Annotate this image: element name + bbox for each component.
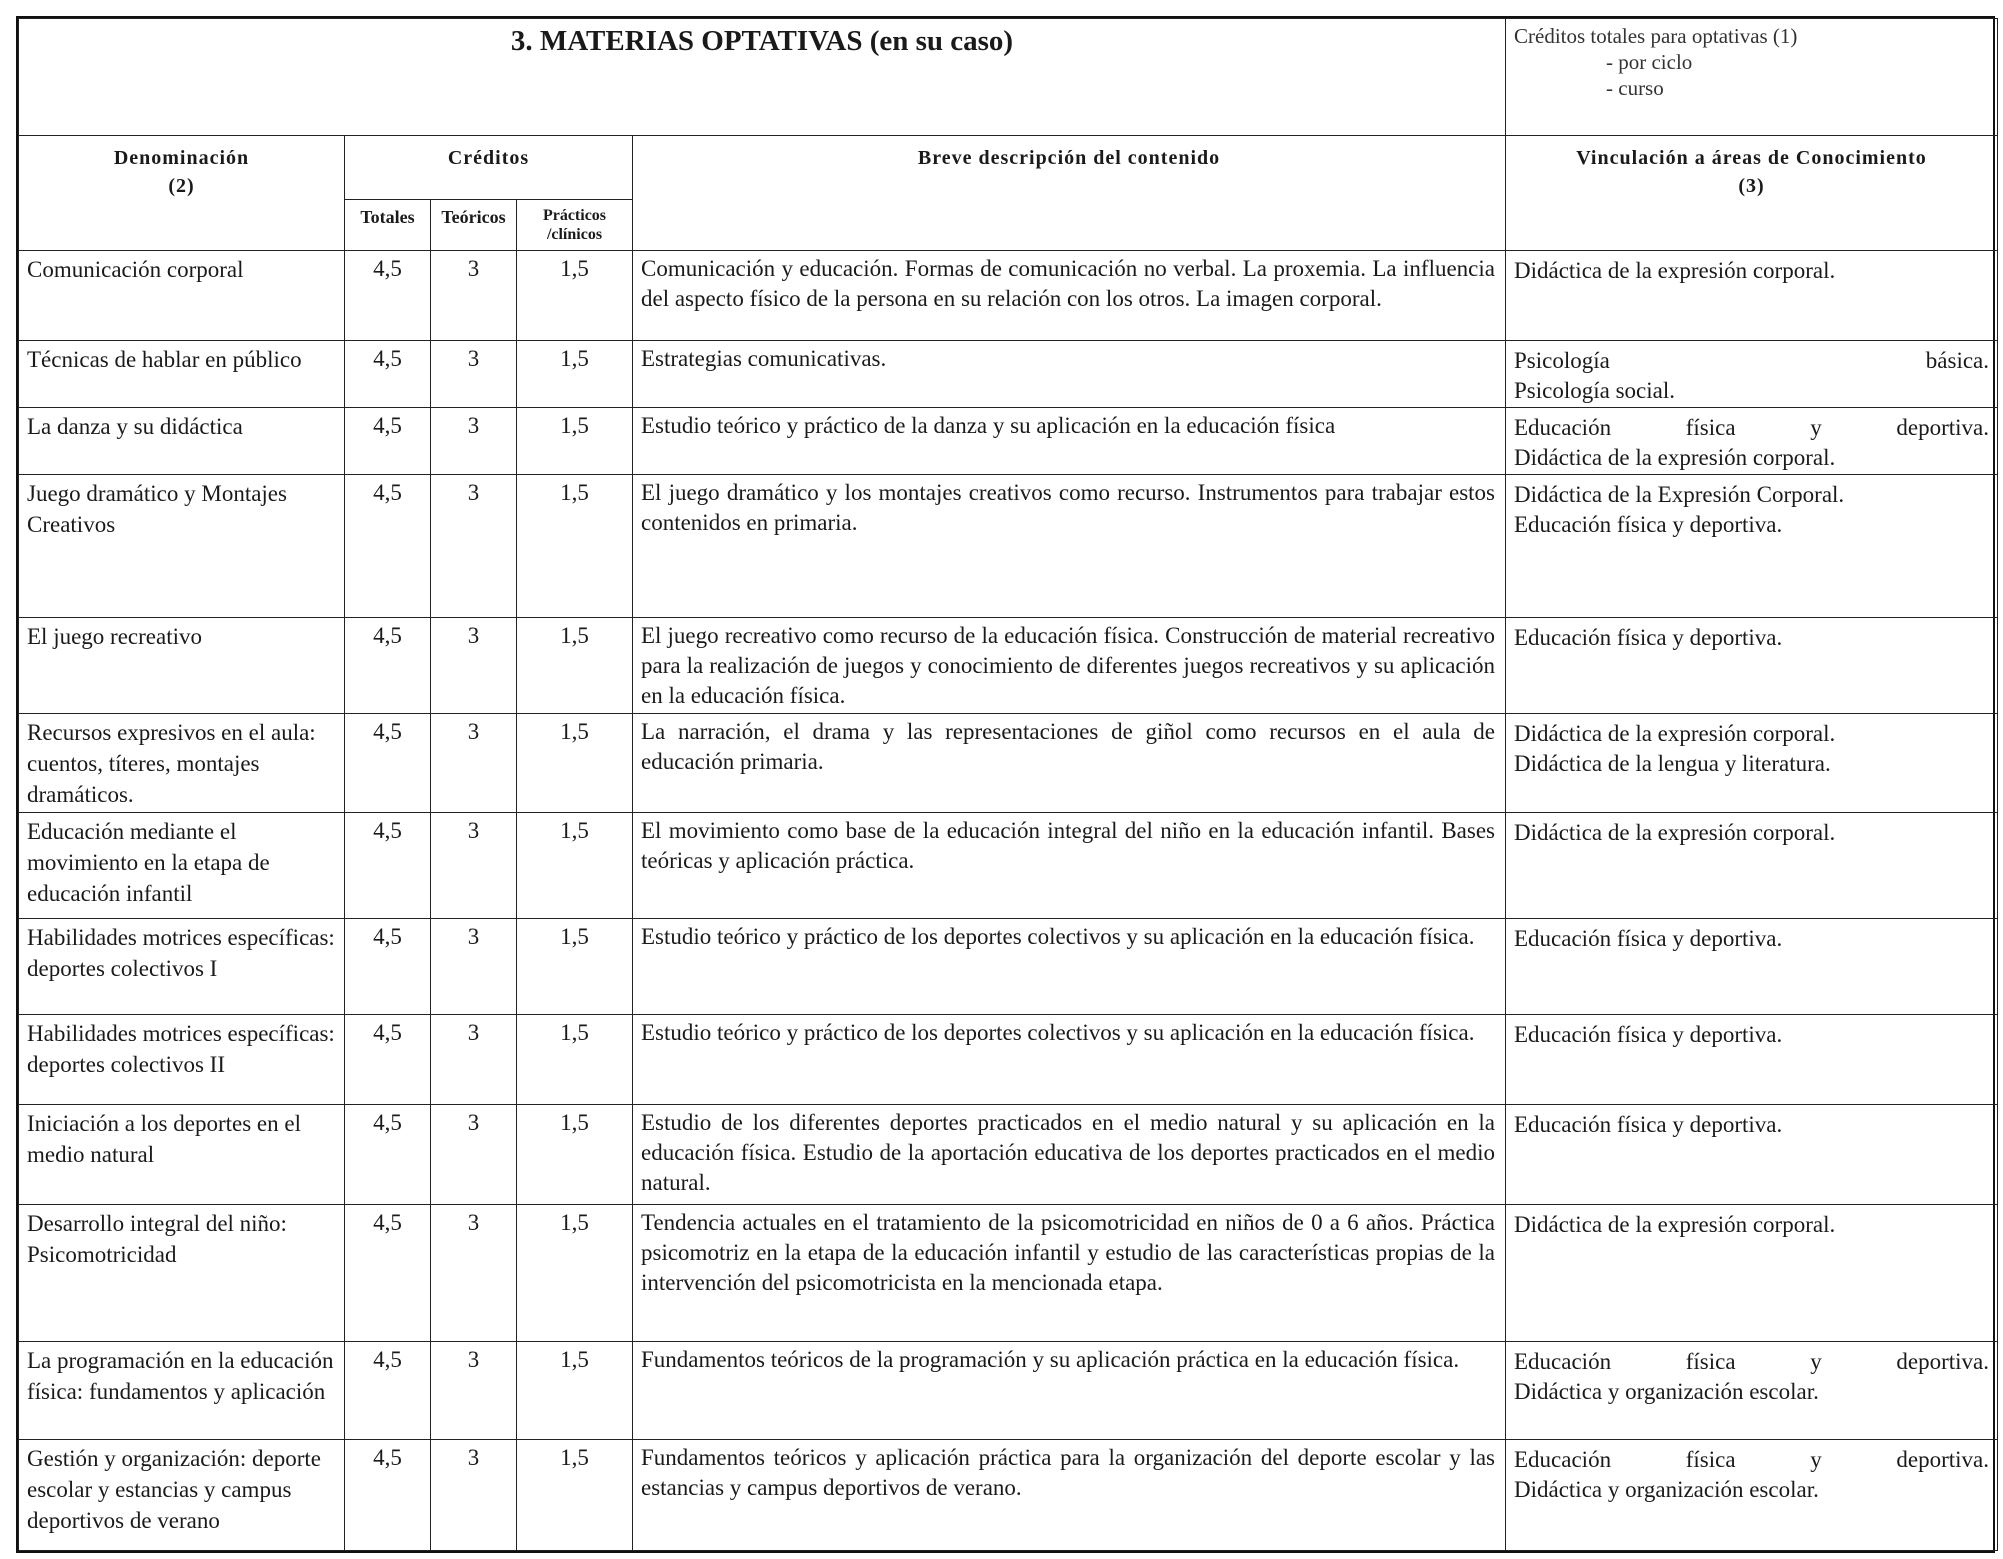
knowledge-area: Didáctica de la expresión corporal. [1514,258,1836,283]
knowledge-area: Didáctica de la lengua y literatura. [1514,751,1831,777]
credits-practice: 1,5 [517,251,633,341]
header-creditos: Créditos [345,136,633,200]
per-course-line: - curso [1606,76,1664,100]
credits-practice: 1,5 [517,919,633,1015]
table-row [19,408,1998,475]
knowledge-areas [1506,251,1998,341]
knowledge-area: Didáctica de la expresión corporal. [1514,445,1836,471]
content-description: Fundamentos teóricos de la programación y su aplicación práctica en la educación física. [633,1341,1506,1439]
credits-theory: 3 [431,1341,517,1439]
table-row [19,251,1998,341]
knowledge-areas [1506,1341,1998,1439]
credits-theory: 3 [431,1204,517,1341]
knowledge-area: Didáctica de la Expresión Corporal. [1514,482,1845,508]
credits-total: 4,5 [345,813,431,919]
credits-practice: 1,5 [517,340,633,407]
subject-name: El juego recreativo [19,618,345,714]
table-row [19,475,1998,618]
table-row [19,618,1998,714]
subject-name: La programación en la educación física: fundamentos y aplicación [19,1341,345,1439]
credits-total: 4,5 [345,919,431,1015]
header-vinculacion: Vinculación a áreas de Conocimiento (3) [1506,136,1998,251]
credits-theory: 3 [431,1015,517,1105]
credits-total: 4,5 [345,1015,431,1105]
credits-theory: 3 [431,1439,517,1550]
credits-total: 4,5 [345,475,431,618]
content-description: La narración, el drama y las representaciones de giñol como recursos en el aula de educación primaria. [633,714,1506,813]
knowledge-area: Educación física y deportiva. [1514,415,1989,441]
credits-theory: 3 [431,251,517,341]
credits-theory: 3 [431,1104,517,1204]
content-description: Estudio teórico y práctico de la danza y su aplicación en la educación física [633,408,1506,475]
subject-name: Habilidades motrices específicas: deportes colectivos II [19,1015,345,1105]
optional-credits-line: Créditos totales para optativas (1) [1514,24,1798,48]
knowledge-areas [1506,408,1998,475]
table-row [19,919,1998,1015]
credits-total: 4,5 [345,408,431,475]
knowledge-area: Didáctica de la expresión corporal. [1514,820,1836,846]
header-teoricos: Teóricos [431,200,517,251]
table-body [19,251,1998,1551]
optional-subjects-table [18,18,1998,1551]
knowledge-area: Didáctica de la expresión corporal. [1514,1211,1836,1237]
content-description: Estudio de los diferentes deportes practicados en el medio natural y su aplicación en la educación física. Estudio de la aportación educativa de los deportes practicados en el medio natural. [633,1104,1506,1204]
credits-practice: 1,5 [517,1104,633,1204]
subject-name: Gestión y organización: deporte escolar y estancias y campus deportivos de verano [19,1439,345,1550]
content-description: El movimiento como base de la educación integral del niño en la educación infantil. Bases teóricas y aplicación práctica. [633,813,1506,919]
table-row [19,1341,1998,1439]
credits-practice: 1,5 [517,714,633,813]
header-descripcion: Breve descripción del contenido [633,136,1506,251]
content-description: El juego dramático y los montajes creativos como recurso. Instrumentos para trabajar estos contenidos en primaria. [633,475,1506,618]
knowledge-areas [1506,1015,1998,1105]
credits-theory: 3 [431,813,517,919]
credits-practice: 1,5 [517,475,633,618]
content-description: Estudio teórico y práctico de los deportes colectivos y su aplicación en la educación física. [633,1015,1506,1105]
document-page [16,16,1995,1553]
credits-total: 4,5 [345,618,431,714]
credits-total: 4,5 [345,1204,431,1341]
credits-total: 4,5 [345,1104,431,1204]
credits-total: 4,5 [345,1439,431,1550]
knowledge-area: Psicología básica. [1514,347,1989,373]
knowledge-area: Didáctica de la expresión corporal. [1514,721,1836,747]
knowledge-area: Educación física y deportiva. [1514,1446,1989,1472]
subject-name: Iniciación a los deportes en el medio natural [19,1104,345,1204]
subject-name: Habilidades motrices específicas: deportes colectivos I [19,919,345,1015]
credits-theory: 3 [431,714,517,813]
credits-total: 4,5 [345,251,431,341]
optional-credits-box [1506,19,1998,136]
knowledge-areas [1506,340,1998,407]
credits-practice: 1,5 [517,618,633,714]
section-title: 3. MATERIAS OPTATIVAS (en su caso) [19,19,1506,136]
table-row [19,1204,1998,1341]
header-practicos: Prácticos /clínicos [517,200,633,251]
subject-name: Técnicas de hablar en público [19,340,345,407]
table-row [19,1015,1998,1105]
knowledge-area: Educación física y deportiva. [1514,625,1783,651]
header-denominacion [19,136,345,251]
knowledge-area: Educación física y deportiva. [1514,512,1783,538]
table-row [19,340,1998,407]
knowledge-area: Educación física y deportiva. [1514,1111,1783,1137]
knowledge-area: Didáctica y organización escolar. [1514,1476,1819,1502]
per-cycle-line: - por ciclo [1606,50,1693,74]
credits-total: 4,5 [345,340,431,407]
credits-practice: 1,5 [517,1439,633,1550]
knowledge-area: Didáctica y organización escolar. [1514,1378,1819,1404]
credits-practice: 1,5 [517,1341,633,1439]
content-description: Tendencia actuales en el tratamiento de la psicomotricidad en niños de 0 a 6 años. Práctica psicomotriz en la etapa de la educación infantil y estudio de las características propias de la intervención del psicomotricista en la mencionada etapa. [633,1204,1506,1341]
knowledge-area: Educación física y deportiva. [1514,926,1783,952]
content-description: Estrategias comunicativas. [633,340,1506,407]
header-totales: Totales [345,200,431,251]
knowledge-areas [1506,1104,1998,1204]
knowledge-areas [1506,714,1998,813]
knowledge-area: Educación física y deportiva. [1514,1022,1783,1048]
knowledge-areas [1506,919,1998,1015]
table-row [19,1439,1998,1550]
subject-name: Desarrollo integral del niño: Psicomotricidad [19,1204,345,1341]
header-denominacion-label: Denominación [113,147,250,169]
credits-total: 4,5 [345,714,431,813]
content-description: Fundamentos teóricos y aplicación práctica para la organización del deporte escolar y las estancias y campus deportivos de verano. [633,1439,1506,1550]
knowledge-areas [1506,618,1998,714]
knowledge-area: Psicología social. [1514,377,1675,403]
credits-practice: 1,5 [517,408,633,475]
content-description: El juego recreativo como recurso de la educación física. Construcción de material recreativo para la realización de juegos y conocimiento de diferentes juegos recreativos y su aplicación en la educación física. [633,618,1506,714]
knowledge-areas [1506,1204,1998,1341]
table-row [19,714,1998,813]
subject-name: Recursos expresivos en el aula: cuentos, títeres, montajes dramáticos. [19,714,345,813]
credits-theory: 3 [431,919,517,1015]
table-row [19,813,1998,919]
credits-practice: 1,5 [517,813,633,919]
knowledge-areas [1506,475,1998,618]
subject-name: Comunicación corporal [19,251,345,341]
knowledge-areas [1506,1439,1998,1550]
credits-theory: 3 [431,408,517,475]
credits-theory: 3 [431,475,517,618]
subject-name: La danza y su didáctica [19,408,345,475]
subject-name: Educación mediante el movimiento en la etapa de educación infantil [19,813,345,919]
content-description: Estudio teórico y práctico de los deportes colectivos y su aplicación en la educación física. [633,919,1506,1015]
table-row [19,1104,1998,1204]
subject-name: Juego dramático y Montajes Creativos [19,475,345,618]
credits-practice: 1,5 [517,1204,633,1341]
content-description: Comunicación y educación. Formas de comunicación no verbal. La proxemia. La influencia del aspecto físico de la persona en su relación con los otros. La imagen corporal. [633,251,1506,341]
header-denominacion-note: (2) [168,175,195,197]
credits-practice: 1,5 [517,1015,633,1105]
knowledge-areas [1506,813,1998,919]
credits-total: 4,5 [345,1341,431,1439]
credits-theory: 3 [431,340,517,407]
knowledge-area: Educación física y deportiva. [1514,1348,1989,1374]
credits-theory: 3 [431,618,517,714]
